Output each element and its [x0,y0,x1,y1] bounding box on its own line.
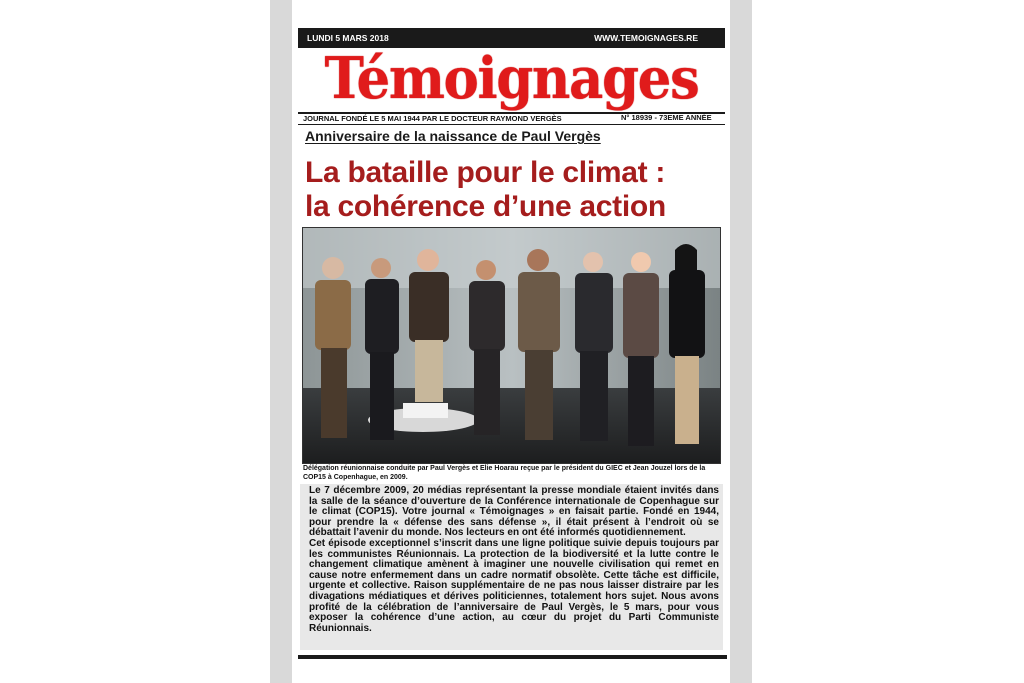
body-paragraph-2: Cet épisode exceptionnel s’inscrit dans une ligne politique suivie depuis toujours par les communistes Réunionnais. La protection de la biodiversité et la lutte contre le changement climatique amènent à imaginer une nouvelle civilisation qui remet en cause notre enfermement dans un cadre normatif obsolète. Cette tâche est difficile, urgente et collective. Raison supplémentaire de ne pas nous laisser distraire par les divagations médiatiques et dérives politiciennes, totalement hors sujet. Nous avons profité de la célébration de l’anniversaire de Paul Vergès, le 5 mars, pour vous exposer la cohérence d’une action, au cœur du projet du Parti Communiste Réunionnais. [309,537,719,634]
article-headline [305,156,725,224]
headline-line-1: La bataille pour le climat : [305,156,666,189]
issue-number: N° 18939 - 73EME ANNÉE [621,113,712,122]
footer-rule [298,655,727,659]
photo-caption: Délégation réunionnaise conduite par Paul Vergès et Elie Hoarau reçue par le président du GIEC et Jean Jouzel lors de la COP15 à Copenhague, en 2009. [303,465,706,481]
website-url[interactable]: WWW.TEMOIGNAGES.RE [594,33,698,43]
left-margin-strip [270,0,292,683]
article-body [300,484,723,650]
group-photo-illustration [303,228,721,464]
masthead-underline [298,124,725,125]
masthead [298,46,725,112]
article-photo [302,227,721,464]
newspaper-title: Témoignages [324,45,699,112]
article-kicker: Anniversaire de la naissance de Paul Vergès [305,128,601,144]
body-paragraph-1: Le 7 décembre 2009, 20 médias représentant la presse mondiale étaient invités dans la salle de la séance d’ouverture de la Conférence internationale de Copenhague sur le climat (COP15). Votre journal « Témoignages » en faisait partie. Fondé en 1944, pour prendre la « défense des sans défense », il était présent à l’endroit où se débattait l’avenir du monde. Nos lecteurs en ont été informés quotidiennement. [309,485,719,539]
issue-date: LUNDI 5 MARS 2018 [307,33,389,43]
founding-line: JOURNAL FONDÉ LE 5 MAI 1944 PAR LE DOCTEUR RAYMOND VERGÈS [303,114,562,123]
right-margin-strip [730,0,752,683]
headline-line-2: la cohérence d’une action [305,190,666,223]
